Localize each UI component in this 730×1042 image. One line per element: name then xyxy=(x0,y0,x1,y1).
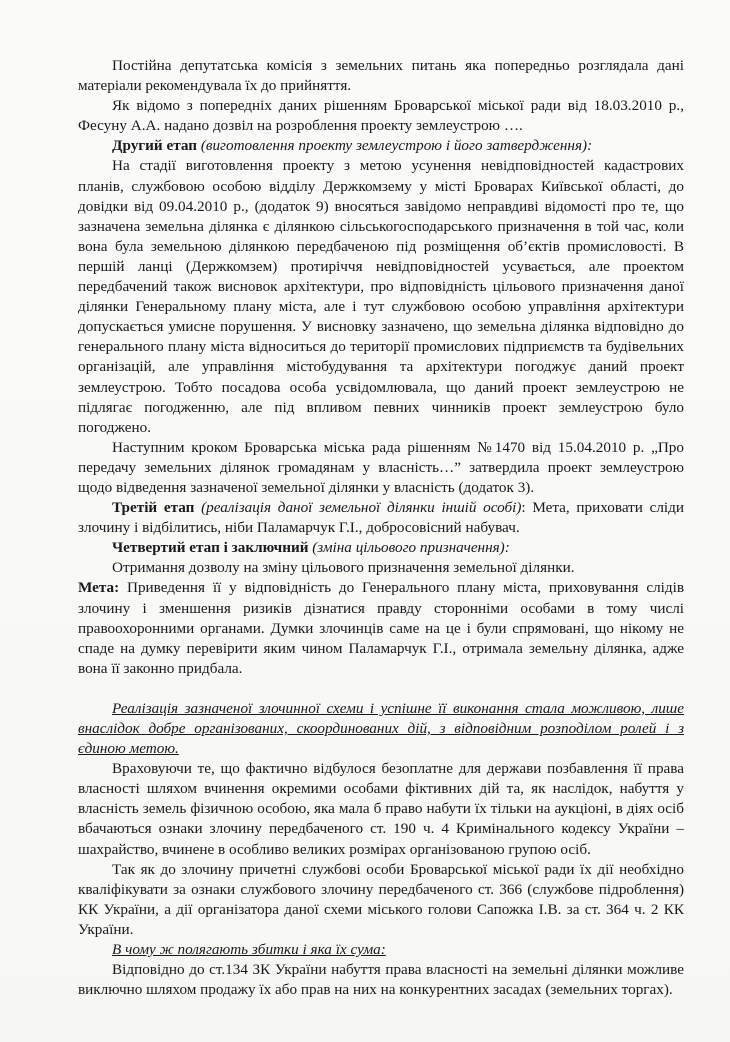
paragraph-permit-change: Отримання дозволу на зміну цільового призначення земельної ділянки. xyxy=(112,559,575,577)
stage-four-note: (зміна цільового призначення): xyxy=(312,539,510,557)
stage-three-paragraph xyxy=(78,498,684,538)
paragraph-officials: Так як до злочину причетні службові особи Броварської міської ради їх дії необхідно кваліфікувати за ознаки службового злочину передбаченого ст. 366 (службове підроблення) КК України, а дії організатора даної схеми міського голови Сапожка І.В. за ст. 364 ч. 2 КК України. xyxy=(78,860,684,938)
spacer xyxy=(78,679,684,699)
stage-three-text: : Мета, приховати сліди злочину і відбілитись, ніби Паламарчук Г.І., добросовісний набувач. xyxy=(78,499,685,537)
goal-text: Приведення її у відповідність до Генерального плану міста, приховування слідів злочину і зменшення ризиків дізнатися правду сторонніми особами в тому числі правоохоронними органами. Думки злочинців саме на це і були спрямовані, що нікому не спаде на думку перевірити яким чином Паламарчук Г.І., отримала земельну ділянка, адже вона її законно придбала. xyxy=(78,579,684,677)
scheme-note: Реалізація зазначеної злочинної схеми і успішне її виконання стала можливою, лише внаслідок добре організованих, скоординованих дій, з відповідним розподілом ролей і з єдиною метою. xyxy=(78,699,684,758)
stage-two-note: (виготовлення проекту землеустрою і його затвердження): xyxy=(200,137,593,155)
paragraph-commission: Постійна депутатська комісія з земельних питань яка попередньо розглядала дані матеріали рекомендувала їх до прийняття. xyxy=(78,57,684,95)
stage-four-heading xyxy=(78,538,684,558)
paragraph-land-code: Відповідно до ст.134 ЗК України набуття права власності на земельні ділянки можливе виключно шляхом продажу їх або прав на них на конкурентних засадах (земельних торгах). xyxy=(78,961,684,999)
paragraph-permission: Як відомо з попередніх даних рішенням Броварської міської ради від 18.03.2010 р., Фесуну А.А. надано дозвіл на розроблення проекту землеустрою …. xyxy=(78,97,684,135)
stage-two-title: Другий етап xyxy=(112,137,198,155)
stage-three-title: Третій етап xyxy=(112,499,195,517)
stage-three-note: (реалізація даної земельної ділянки іншій особі) xyxy=(201,499,522,517)
goal-label: Мета: xyxy=(78,579,120,597)
goal-paragraph xyxy=(78,578,684,678)
paragraph-council-decision: Наступним кроком Броварська міська рада рішенням №1470 від 15.04.2010 р. „Про передачу земельних ділянок громадянам у власність…” затвердила проект землеустрою щодо відведення зазначеної земельної ділянки у власність (додаток 3). xyxy=(78,438,684,496)
stage-two-heading xyxy=(78,136,684,156)
paragraph-fraud: Враховуючи те, що фактично відбулося безоплатне для держави позбавлення її права власності шляхом вчинення окремими особами фіктивних дій та, як наслідок, набуття у власність земель фізичною особою, яка мала б право набути їх тільки на аукціоні, в діях осіб вбачаються ознаки злочину передбаченого ст. 190 ч. 4 Кримінального кодексу України – шахрайство, вчинене в особливо великих розмірах організованою групою осіб. xyxy=(78,760,684,858)
paragraph-stage-two: На стадії виготовлення проекту з метою усунення невідповідностей кадастрових планів, службовою особою відділу Держкомзему у місті Броварах Київської області, до довідки від 09.04.2010 р., (додаток 9) вносяться завідомо неправдиві відомості про те, що зазначена земельна ділянка є ділянкою сільськогосподарського призначення в той час, коли вона була земельною ділянкою передбаченою під розміщення об’єктів промисловості. В першій ланці (Держкомзем) протиріччя невідповідностей усувається, але проектом передбачений також висновок архітектури, про відповідність цільового призначення даної ділянки Генеральному плану міста, але і тут службовою особою управління архітектури допускається умисне порушення. У висновку зазначено, що земельна ділянка відповідно до генерального плану міста відноситься до території промислових підприємств та будівельних організацій, але управління містобудування та архітектури погоджує даний проект землеустрою. Тобто посадова особа усвідомлювала, що даний проект землеустрою не підлягає погодженню, але під впливом певних чинників проект землеустрою було погоджено. xyxy=(78,157,684,436)
stage-four-title: Четвертий етап і заключний xyxy=(112,539,309,557)
losses-heading: В чому ж полягають збитки і яка їх сума: xyxy=(112,941,386,959)
